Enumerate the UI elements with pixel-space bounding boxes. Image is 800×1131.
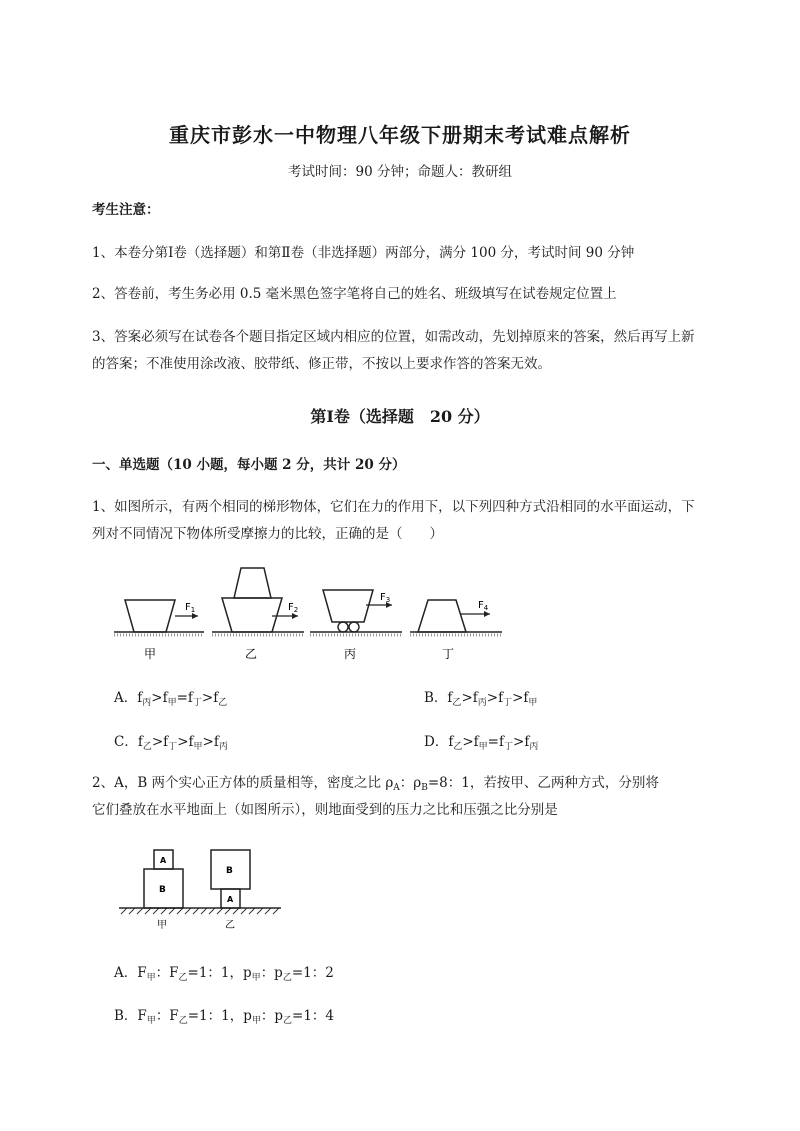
trapezoid-yi-bottom: [222, 598, 282, 632]
part-heading: 一、单选题（10 小题，每小题 2 分，共计 20 分）: [92, 457, 406, 473]
roller-right: [349, 622, 359, 632]
figure-label-jia: 甲: [144, 647, 157, 661]
q1-option-d[interactable]: D．$f_乙>f_甲=f_丁>f_丙$: [424, 734, 539, 752]
ground-bing: [310, 632, 402, 635]
roller-left: [338, 622, 348, 632]
ground-hatching: [121, 908, 279, 914]
notice-item-3: 3、答案必须写在试卷各个题目指定区域内相应的位置，如需改动，先划掉原来的答案，然后再写上新: [92, 329, 695, 345]
figure-label-yi: 乙: [245, 647, 258, 661]
block-a-yi-label: A: [227, 895, 234, 904]
block-b-jia-label: B: [159, 885, 166, 895]
figure-label-jia: 甲: [157, 920, 167, 931]
section-title: 第Ⅰ卷（选择题 20 分）: [310, 407, 490, 426]
figure-label-ding: 丁: [442, 647, 455, 661]
q2-option-a[interactable]: A．$F_甲$：$F_乙=1$：1，$p_甲$：$p_乙=1$：2: [114, 965, 334, 983]
block-a-jia-label: A: [160, 856, 167, 865]
trapezoid-jia: [125, 600, 175, 632]
q1-option-b[interactable]: B．$f_乙>f_丙>f_丁>f_甲$: [424, 690, 538, 708]
notice-item-3-cont: 的答案；不准使用涂改液、胶带纸、修正带，不按以上要求作答的答案无效。: [92, 356, 551, 372]
q2-option-b[interactable]: B．$F_甲$：$F_乙=1$：1，$p_甲$：$p_乙=1$：4: [114, 1008, 335, 1026]
trapezoid-ding: [418, 600, 466, 632]
notice-item-2: 2、答卷前，考生务必用 0.5 毫米黑色签字笔将自己的姓名、班级填写在试卷规定位置上: [92, 286, 617, 302]
figure-label-yi: 乙: [225, 920, 235, 931]
block-b-yi-label: B: [226, 866, 233, 876]
page-title: 重庆市彭水一中物理八年级下册期末考试难点解析: [169, 123, 631, 147]
trapezoid-bing: [323, 590, 373, 622]
trapezoid-yi-top: [234, 568, 271, 598]
exam-info: 考试时间：90 分钟；命题人：教研组: [288, 164, 512, 180]
force-label-2: $F_2$: [288, 602, 299, 614]
force-label-4: $F_4$: [478, 600, 489, 612]
force-label-3: $F_3$: [380, 592, 391, 604]
q2-figure: [115, 840, 285, 935]
q2-stem-line1: 2、A，B 两个实心正方体的质量相等，密度之比 $\rho_A$：$\rho_B=8$：1，若按甲、乙两种方式，分别将: [92, 775, 659, 793]
q1-stem-line1: 1、如图所示，有两个相同的梯形物体，它们在力的作用下，以下列四种方式沿相同的水平面运动，下: [92, 499, 695, 515]
q2-stem-line2: 它们叠放在水平地面上（如图所示），则地面受到的压力之比和压强之比分别是: [92, 802, 558, 818]
figure-label-bing: 丙: [344, 647, 357, 661]
notice-item-1: 1、本卷分第Ⅰ卷（选择题）和第Ⅱ卷（非选择题）两部分，满分 100 分，考试时间 90 分钟: [92, 245, 635, 261]
q1-option-a[interactable]: A．$f_丙>f_甲=f_丁>f_乙$: [114, 690, 228, 708]
q1-figure: [112, 560, 512, 665]
q1-option-c[interactable]: C．$f_乙>f_丁>f_甲>f_丙$: [114, 734, 228, 752]
notice-heading: 考生注意：: [92, 202, 160, 218]
force-label-1: $F_1$: [185, 602, 196, 614]
q1-stem-line2: 列对不同情况下物体所受摩擦力的比较，正确的是（ ）: [92, 526, 443, 542]
